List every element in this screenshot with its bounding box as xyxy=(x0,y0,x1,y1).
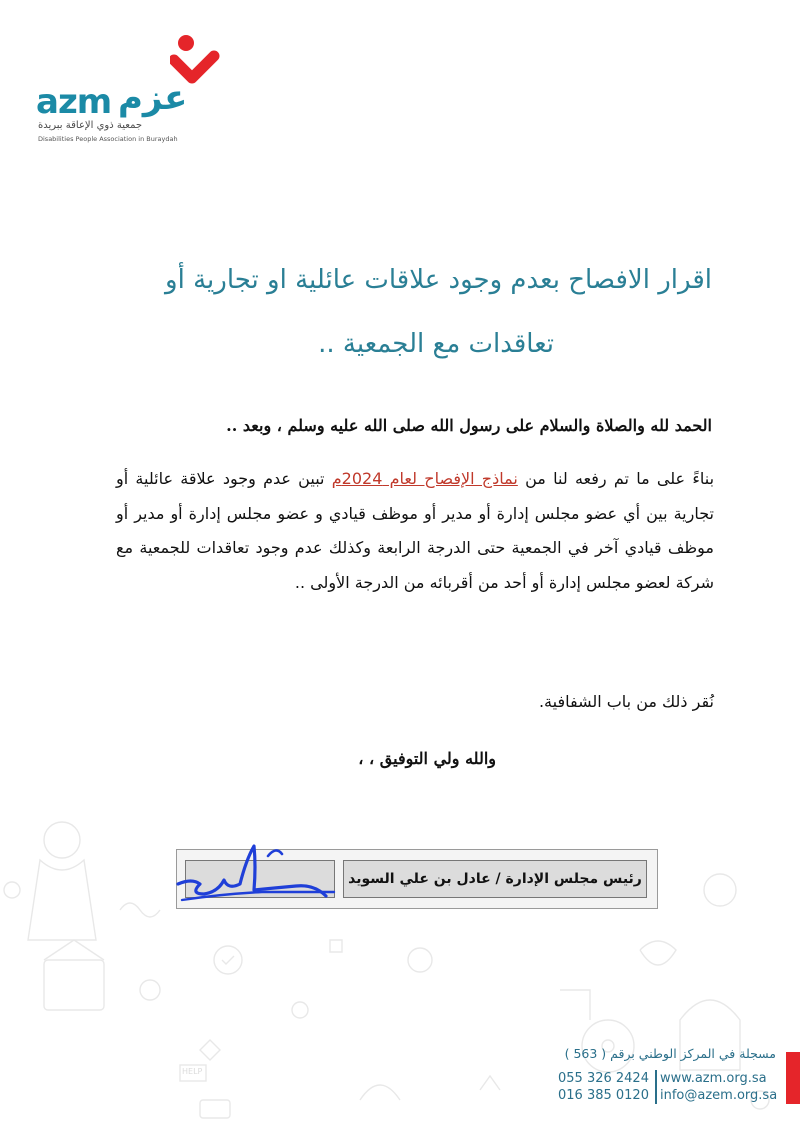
phone-1[interactable]: 055 326 2424 xyxy=(558,1071,649,1086)
email-link[interactable]: info@azem.org.sa xyxy=(660,1088,778,1103)
body-intro: بناءً على ما تم رفعه لنا من xyxy=(525,469,715,488)
closing-line: والله ولي التوفيق ، ، xyxy=(358,749,496,768)
handwritten-signature xyxy=(172,840,342,910)
web-contacts xyxy=(660,1070,777,1104)
salutation: الحمد لله والصلاة والسلام على رسول الله صلى الله عليه وسلم ، وبعد .. xyxy=(226,416,712,435)
logo-subtitle-arabic: جمعية ذوي الإعاقة ببريدة xyxy=(38,120,143,131)
phone-numbers xyxy=(558,1070,657,1104)
organization-logo xyxy=(34,34,234,144)
registration-number: مسجلة في المركز الوطني برقم ( 563 ) xyxy=(564,1046,776,1061)
footer-contact xyxy=(552,1046,782,1106)
svg-text:HELP: HELP xyxy=(182,1067,203,1076)
logo-arabic-text: عزم xyxy=(118,78,188,118)
transparency-statement: نُقر ذلك من باب الشفافية. xyxy=(538,692,714,711)
title-line-1: اقرار الافصاح بعدم وجود علاقات عائلية او تجارية أو xyxy=(165,265,712,295)
logo-latin-text: azm xyxy=(36,82,112,122)
website-link[interactable]: www.azm.org.sa xyxy=(660,1071,767,1086)
phone-2[interactable]: 016 385 0120 xyxy=(558,1088,649,1103)
body-paragraph xyxy=(116,462,714,600)
disclosure-forms-link[interactable]: نماذج الإفصاح لعام 2024م xyxy=(331,469,518,488)
accent-bar xyxy=(786,1052,800,1104)
logo-subtitle-english: Disabilities People Association in Buraydah xyxy=(38,135,178,143)
body-rest: تبين عدم وجود علاقة عائلية أو تجارية بين أي عضو مجلس إدارة أو مدير أو موظف قيادي و عضو مجلس إدارة أو مدير أو موظف قيادي آخر في الجمعية حتى الدرجة الرابعة وكذلك عدم وجود تعاقدات للجمعية مع شركة لعضو مجلس إدارة أو أحد من أقربائه من الدرجة الأولى .. xyxy=(116,469,714,592)
document-title xyxy=(60,248,712,376)
signature-label: رئيس مجلس الإدارة / عادل بن علي السويد xyxy=(343,860,647,898)
title-line-2: تعاقدات مع الجمعية .. xyxy=(318,329,554,359)
